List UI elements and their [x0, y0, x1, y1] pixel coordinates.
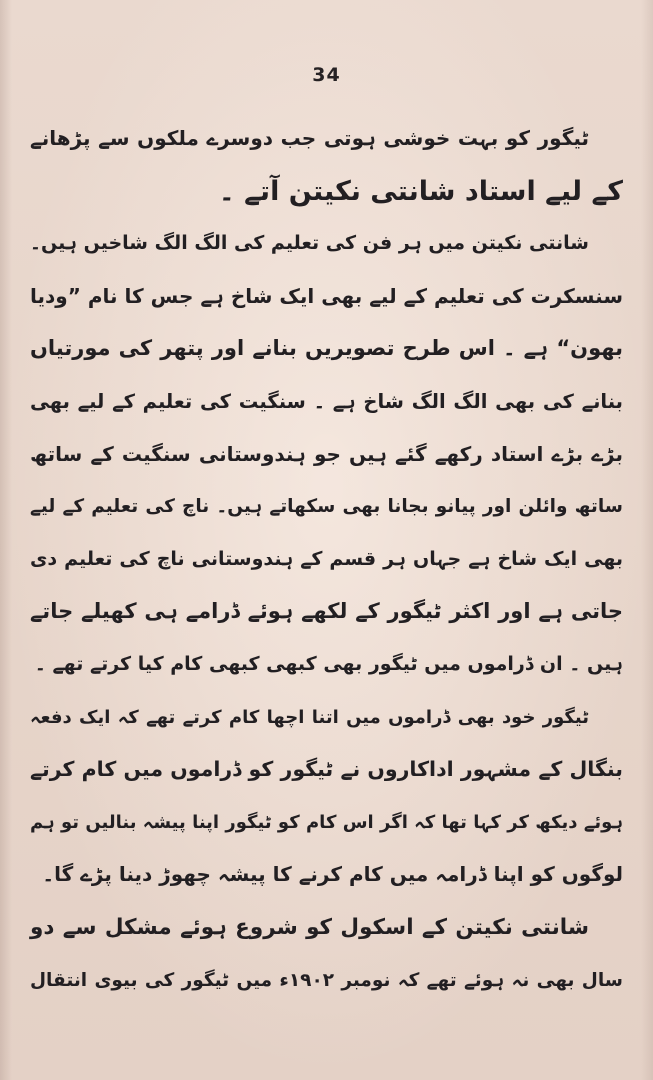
text-line: بھون“ ہے ۔ اس طرح تصویریں بنانے اور پتھر کی مورتیاں: [30, 336, 623, 361]
text-line: بھی ایک شاخ ہے جہاں ہر قسم کے ہندوستانی ناچ کی تعلیم دی: [30, 547, 623, 570]
text-line: شانتی نکیتن میں ہر فن کی تعلیم کی الگ الگ شاخیں ہیں۔: [29, 232, 589, 255]
right-page-edge: [641, 0, 653, 1080]
text-line: ہوئے دیکھ کر کہا تھا کہ اگر اس کام کو ٹیگور اپنا پیشہ بنالیں تو ہم: [30, 811, 623, 833]
text-line: ٹیگور کو بہت خوشی ہوتی جب دوسرے ملکوں سے پڑھانے: [30, 126, 589, 150]
page-number: 34: [312, 64, 341, 86]
text-line: ٹیگور خود بھی ڈراموں میں اتنا اچھا کام کرتے تھے کہ ایک دفعہ: [30, 706, 589, 728]
text-line: لوگوں کو اپنا ڈرامہ میں کام کرنے کا پیشہ چھوڑ دینا پڑے گا۔: [42, 862, 623, 887]
left-page-edge: [0, 0, 12, 1080]
text-line: سال بھی نہ ہوئے تھے کہ نومبر ۱۹۰۲ء میں ٹیگور کی بیوی انتقال: [30, 969, 623, 991]
urdu-text-body: [30, 118, 623, 1012]
text-line: جاتی ہے اور اکثر ٹیگور کے لکھے ہوئے ڈرامے ہی کھیلے جاتے: [30, 599, 623, 624]
text-line: ہیں ۔ ان ڈراموں میں ٹیگور بھی کبھی کبھی کام کیا کرتے تھے ۔: [34, 652, 623, 675]
text-line: بنانے کی بھی الگ الگ شاخ ہے ۔ سنگیت کی تعلیم کے لیے بھی: [30, 389, 623, 413]
text-line: ساتھ وائلن اور پیانو بجانا بھی سکھاتے ہیں۔ ناچ کی تعلیم کے لیے: [30, 496, 623, 518]
text-line: کے لیے استاد شانتی نکیتن آتے ۔: [218, 175, 623, 207]
text-line: سنسکرت کی تعلیم کے لیے بھی ایک شاخ ہے جس کا نام ”ودیا: [30, 283, 623, 308]
text-line: شانتی نکیتن کے اسکول کو شروع ہوئے مشکل سے دو: [30, 914, 589, 940]
text-line: بنگال کے مشہور اداکاروں نے ٹیگور کو ڈراموں میں کام کرتے: [30, 757, 623, 782]
text-line: بڑے بڑے استاد رکھے گئے ہیں جو ہندوستانی سنگیت کے ساتھ: [30, 441, 623, 466]
